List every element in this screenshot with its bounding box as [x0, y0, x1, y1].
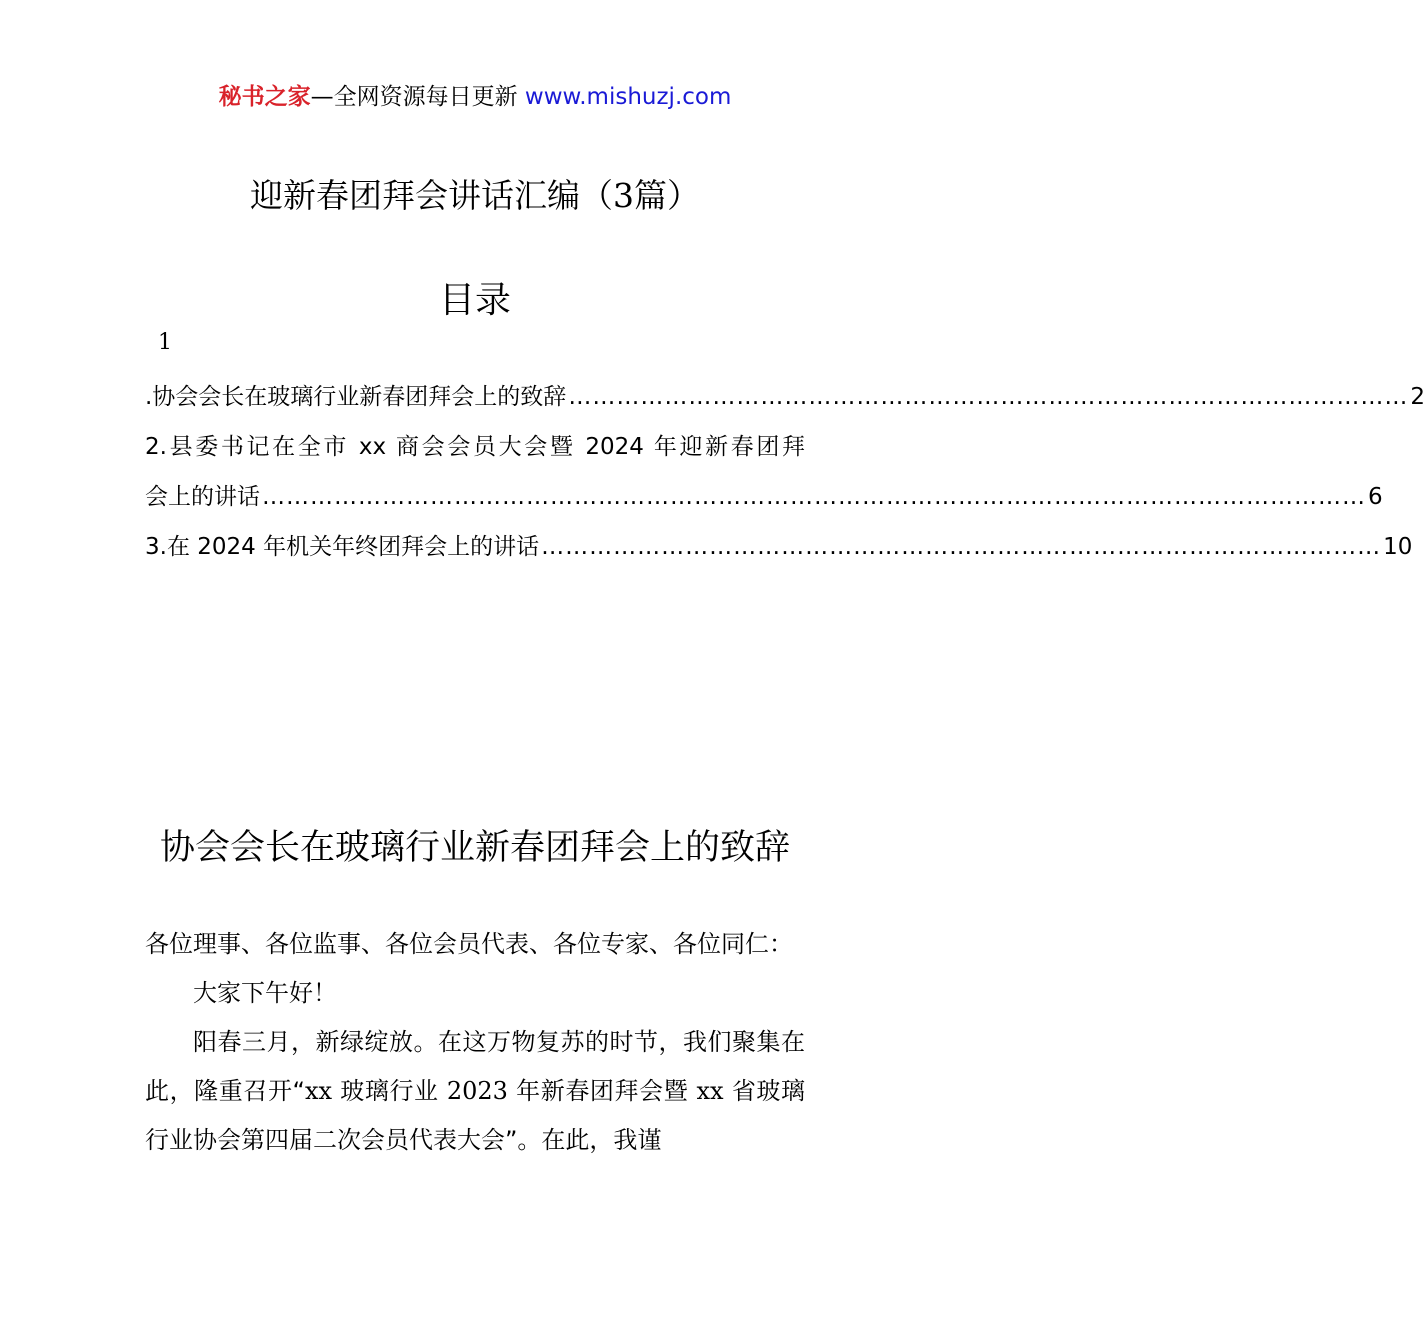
- section-title: 协会会长在玻璃行业新春团拜会上的致辞: [159, 828, 790, 868]
- paragraph-text: 2023: [446, 1077, 508, 1105]
- brand-name: 秘书之家: [218, 84, 311, 110]
- paragraph-text: xx: [304, 1077, 333, 1105]
- toc-entry-2[interactable]: [145, 422, 805, 472]
- toc-leader-dots: …………………………………………………………………………………………………………………………: [262, 484, 1366, 510]
- toc-number-marker: 1: [158, 330, 172, 355]
- table-of-contents: [145, 372, 1425, 572]
- toc-leader-dots: ……………………………………………………………………………………………: [568, 384, 1409, 410]
- document-title: [0, 170, 950, 217]
- toc-entry-page: 2: [1410, 384, 1425, 410]
- paragraph-text: xx: [696, 1077, 724, 1105]
- salutation-paragraph: 各位理事、各位监事、各位会员代表、各位专家、各位同仁：: [145, 930, 793, 958]
- document-title-prefix: 迎新春团拜会讲话汇编（: [250, 176, 613, 215]
- toc-entry-text: 2.县委书记在全市 xx 商会会员大会暨 2024 年迎新春团拜: [145, 434, 805, 460]
- toc-entry-page: 6: [1368, 484, 1383, 510]
- site-header: [0, 78, 950, 111]
- toc-entry-text: 3.在 2024 年机关年终团拜会上的讲话: [145, 534, 540, 560]
- toc-entry-1[interactable]: [145, 372, 1425, 422]
- toc-entry-page: 10: [1383, 534, 1413, 560]
- toc-heading: 目录: [438, 280, 511, 321]
- site-url-link[interactable]: www.mishuzj.com: [524, 84, 732, 110]
- section-body: [145, 920, 805, 1165]
- paragraph-text: 年新春团拜会暨: [507, 1077, 697, 1105]
- toc-entry-text: 会上的讲话: [145, 484, 260, 510]
- paragraph-text: 省玻璃行业协会第四届二次会员代表大会”。在此，我谨: [145, 1077, 805, 1154]
- toc-entry-text: .协会会长在玻璃行业新春团拜会上的致辞: [145, 384, 567, 410]
- header-tagline: —全网资源每日更新: [310, 84, 518, 110]
- paragraph-text: 阳春三月，新绿绽放。在这万物复苏的时节，我们聚集在此，隆重召开“: [145, 1028, 805, 1105]
- body-paragraph: [145, 1018, 805, 1165]
- toc-entry-3[interactable]: [145, 522, 1413, 572]
- toc-leader-dots: ……………………………………………………………………………………………: [541, 534, 1382, 560]
- greeting-paragraph: 大家下午好！: [193, 979, 337, 1007]
- paragraph-text: 玻璃行业: [332, 1077, 447, 1105]
- document-title-suffix: 篇）: [634, 176, 700, 215]
- document-title-number: 3: [613, 176, 634, 215]
- toc-entry-2-continued[interactable]: [145, 472, 1383, 522]
